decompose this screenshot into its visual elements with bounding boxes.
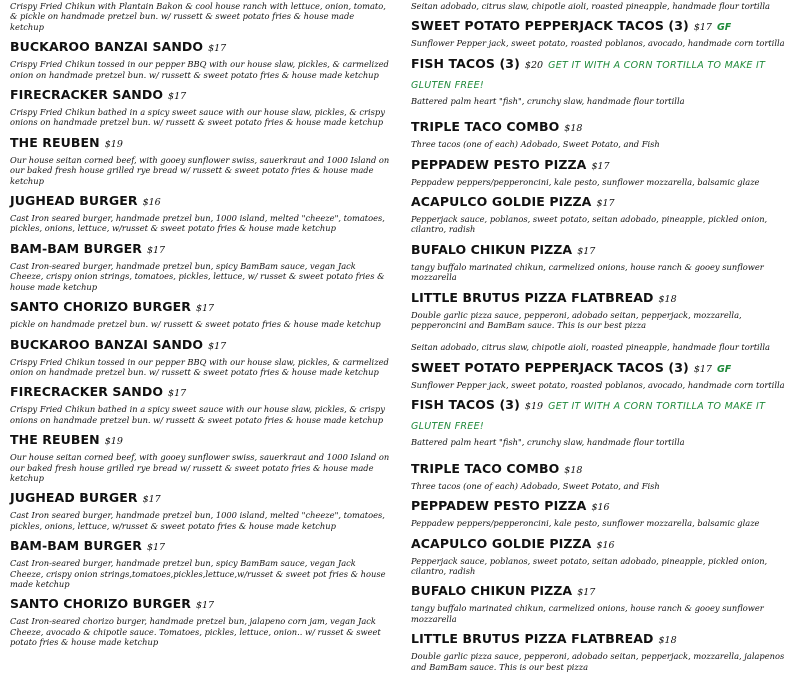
menu-item — [411, 342, 796, 352]
menu-item — [10, 134, 390, 186]
menu-item — [10, 298, 390, 329]
menu-item-price: $17 — [142, 494, 161, 506]
menu-item-name: BAM-BAM BURGER — [10, 538, 142, 554]
menu-item-price: $17 — [577, 587, 596, 599]
menu-item-description: Pepperjack sauce, poblanos, sweet potato, seitan adobado, pineapple, pickled onion, cilantro, radish — [411, 555, 768, 576]
menu-item-price: $17 — [208, 43, 227, 55]
menu-item-price: $17 — [146, 542, 166, 554]
menu-item-name: FIRECRACKER SANDO — [10, 384, 164, 400]
gluten-free-badge: GF — [716, 363, 732, 375]
menu-item-name: BUFALO CHIKUN PIZZA — [411, 583, 573, 599]
menu-item-name: THE REUBEN — [10, 432, 100, 448]
menu-item — [10, 336, 390, 378]
menu-item-name: ACAPULCO GOLDIE PIZZA — [411, 194, 592, 210]
menu-item-description: Seitan adobado, citrus slaw, chipotle aioli, roasted pineapple, handmade flour tortilla — [411, 342, 770, 353]
menu-item-price: $18 — [564, 464, 583, 476]
menu-item-name: LITTLE BRUTUS PIZZA FLATBREAD — [411, 631, 654, 647]
menu-item-price: $19 — [104, 138, 123, 150]
menu-item-name: BUFALO CHIKUN PIZZA — [411, 241, 573, 257]
menu-item-description: Crispy Fried Chikun bathed in a spicy sweet sauce with our house slaw, pickles, & crispy onions on handmade pretzel bun. w/ russett & sweet potato fries & house made ketchup — [10, 404, 385, 425]
menu-item-description: Seitan adobado, citrus slaw, chipotle aioli, roasted pineapple, handmade flour tortilla — [411, 1, 770, 11]
menu-item-header — [10, 489, 390, 509]
menu-item-description: Three tacos (one of each) Adobado, Sweet Potato, and Fish — [411, 139, 660, 150]
menu-item-description: Crispy Fried Chikun with Plantain Bakon & cool house ranch with lettuce, onion, tomato, & pickle on handmade pretzel bun. w/ russett & sweet potato fries & house made ketchup — [10, 1, 386, 32]
menu-item-name: BUCKAROO BANZAI SANDO — [10, 39, 204, 55]
menu-item-header — [10, 537, 390, 557]
menu-item — [411, 460, 796, 491]
menu-item-description: Crispy Fried Chikun bathed in a spicy sweet sauce with our house slaw, pickles, & crispy onions on handmade pretzel bun. w/ russett & sweet potato fries & house made ketchup — [10, 107, 385, 128]
menu-item-description: tangy buffalo marinated chikun, carmelized onions, house ranch & gooey sunflower mozzarella — [411, 603, 764, 624]
menu-item-price: $17 — [693, 22, 712, 34]
menu-item-price: $17 — [168, 91, 187, 103]
menu-item-header — [411, 359, 796, 379]
menu-item-price: $17 — [693, 363, 712, 375]
menu-item-description: Our house seitan corned beef, with gooey sunflower swiss, sauerkraut and 1000 Island on our baked fresh house grilled rye bread w/ russett & sweet potato fries & house made ketchup — [10, 452, 390, 483]
menu-item-description: Double garlic pizza sauce, pepperoni, adobado seitan, pepperjack, mozzarella, pepperoncini and BamBam sauce. This is our best pizza — [411, 309, 742, 331]
menu-item-header — [411, 630, 796, 650]
menu-item-description: Cast Iron-seared burger, handmade pretzel bun, spicy BamBam sauce, vegan Jack Cheeze, crispy onion strings, tomatoes, pickles, lettuce, w/ russet & sweet potato fries & house made ketchup — [10, 260, 385, 292]
menu-item-name: FIRECRACKER SANDO — [10, 87, 164, 103]
menu-item-name: FISH TACOS (3) — [411, 55, 520, 71]
menu-item-header — [10, 595, 390, 615]
menu-item — [411, 359, 796, 390]
menu-item-name: BAM-BAM BURGER — [10, 240, 142, 256]
menu-item-header — [411, 497, 796, 517]
menu-item-price: $17 — [208, 340, 227, 352]
menu-item — [411, 630, 796, 672]
menu-item-price: $19 — [104, 436, 123, 448]
menu-item — [411, 289, 796, 331]
menu-item-price: $16 — [142, 197, 161, 209]
menu-item — [10, 431, 390, 483]
menu-item-name: FISH TACOS (3) — [411, 397, 520, 413]
menu-item-header — [411, 460, 796, 480]
menu-item-name: TRIPLE TACO COMBO — [411, 460, 560, 476]
menu-item-description: Our house seitan corned beef, with gooey sunflower swiss, sauerkraut and 1000 Island on our baked fresh house grilled rye bread w/ russett & sweet potato fries & house made ketchup — [10, 154, 390, 186]
menu-item-description: Pepperjack sauce, poblanos, sweet potato, seitan adobado, pineapple, pickled onion, cilantro, radish — [411, 214, 768, 235]
menu-item-description: Sunflower Pepper jack, sweet potato, roasted poblanos, avocado, handmade corn tortilla — [411, 38, 785, 49]
menu-item-name: JUGHEAD BURGER — [10, 193, 138, 209]
menu-item-header — [411, 17, 796, 37]
menu-item — [411, 118, 796, 149]
menu-item-price: $20 — [524, 59, 544, 71]
menu-item — [411, 17, 796, 48]
menu-item-description: Battered palm heart "fish", crunchy slaw, handmade flour tortilla — [411, 95, 685, 106]
menu-item — [10, 38, 390, 80]
menu-item-description: Three tacos (one of each) Adobado, Sweet Potato, and Fish — [411, 480, 660, 491]
menu-item-header — [411, 289, 796, 309]
menu-item-description: Peppadew peppers/pepperoncini, kale pesto, sunflower mozzarella, balsamic glaze — [411, 176, 760, 187]
menu-item — [10, 537, 390, 589]
menu-item-description: Crispy Fried Chikun tossed in our pepper BBQ with our house slaw, pickles, & carmelized onion on handmade pretzel bun. w/ russett & sweet potato fries & house made ketchup — [10, 356, 389, 377]
menu-item-name: LITTLE BRUTUS PIZZA FLATBREAD — [411, 289, 654, 305]
menu-item-header — [10, 240, 390, 260]
menu-item-header — [10, 38, 390, 58]
menu-item-description: pickle on handmade pretzel bun. w/ russett & sweet potato fries & house made ketchup — [10, 319, 381, 330]
menu-item-price: $17 — [591, 160, 610, 172]
menu-item-description: Crispy Fried Chikun tossed in our pepper BBQ with our house slaw, pickles, & carmelized onion on handmade pretzel bun. w/ russett & sweet potato fries & house made ketchup — [10, 59, 389, 80]
gluten-free-note: GET IT WITH A CORN TORTILLA TO MAKE IT GLUTEN FREE! — [411, 59, 766, 91]
menu-item-price: $18 — [658, 635, 677, 647]
menu-item — [411, 396, 796, 447]
menu-item-description: Double garlic pizza sauce, pepperoni, adobado seitan, pepperjack, mozzarella, jalapenos and BamBam sauce. This is our best pizza — [411, 651, 785, 672]
menu-item — [10, 240, 390, 292]
menu-item-name: BUCKAROO BANZAI SANDO — [10, 336, 204, 352]
menu-item — [10, 1, 390, 32]
menu-item — [411, 535, 796, 577]
menu-item — [411, 241, 796, 283]
menu-item — [411, 497, 796, 528]
menu-item-name: TRIPLE TACO COMBO — [411, 119, 560, 135]
menu-item-header — [10, 86, 390, 106]
menu-item-name: THE REUBEN — [10, 134, 100, 150]
menu-item-description: Peppadew peppers/pepperoncini, kale pesto, sunflower mozzarella, balsamic glaze — [411, 518, 760, 529]
menu-column-right — [411, 0, 796, 678]
menu-item-description: Battered palm heart "fish", crunchy slaw, handmade flour tortilla — [411, 437, 685, 448]
menu-item-price: $16 — [591, 502, 610, 514]
menu-column-left — [10, 0, 390, 654]
menu-item-header — [10, 192, 390, 212]
menu-item-description: Cast Iron seared burger, handmade pretzel bun, 1000 island, melted "cheeze", tomatoes, pickles, onions, lettuce, w/russet & sweet potato fries & house made ketchup — [10, 510, 385, 531]
menu-item-name: ACAPULCO GOLDIE PIZZA — [411, 535, 592, 551]
menu-item-header — [411, 156, 796, 176]
menu-item-name: PEPPADEW PESTO PIZZA — [411, 498, 587, 514]
menu-item-description: Cast Iron-seared burger, handmade pretzel bun, spicy BamBam sauce, vegan Jack Cheeze, crispy onion strings,tomatoes,pickles,lettuce,w/russet & sweet pot fries & house made ketchup — [10, 558, 386, 589]
menu-item-header — [411, 118, 796, 138]
menu-item-header — [10, 431, 390, 451]
menu-item — [10, 383, 390, 425]
menu-item-price: $17 — [577, 245, 596, 257]
menu-item-header — [411, 55, 796, 95]
menu-item-header — [411, 193, 796, 213]
gluten-free-note: GET IT WITH A CORN TORTILLA TO MAKE IT GLUTEN FREE! — [411, 401, 766, 433]
menu-item-name: JUGHEAD BURGER — [10, 490, 138, 506]
menu-item — [411, 156, 796, 187]
menu-item-name: SWEET POTATO PEPPERJACK TACOS (3) — [411, 359, 689, 375]
menu-item — [411, 55, 796, 106]
menu-item-description: tangy buffalo marinated chikun, carmelized onions, house ranch & gooey sunflower mozzarella — [411, 261, 764, 283]
menu-item — [10, 192, 390, 234]
menu-item-header — [10, 383, 390, 403]
menu-item-price: $19 — [524, 401, 544, 413]
menu-item-header — [411, 241, 796, 261]
menu-item-price: $17 — [195, 600, 215, 612]
menu-item — [10, 86, 390, 128]
menu-item-price: $18 — [564, 123, 583, 135]
menu-item-header — [411, 535, 796, 555]
menu-item-price: $17 — [596, 198, 615, 210]
menu-item — [411, 582, 796, 624]
menu-item — [10, 595, 390, 647]
menu-item-header — [411, 582, 796, 602]
menu-item-description: Cast Iron-seared chorizo burger, handmade pretzel bun, jalapeno corn jam, vegan Jack Cheeze, avocado & chipotle sauce. Tomatoes, pickles, lettuce, onion.. w/ russet & sweet potato fries & house made ketchup — [10, 616, 381, 648]
menu-item-header — [10, 134, 390, 154]
menu-item-description: Sunflower Pepper jack, sweet potato, roasted poblanos, avocado, handmade corn tortilla — [411, 379, 785, 390]
menu-item-price: $16 — [596, 539, 615, 551]
menu-item-header — [411, 396, 796, 436]
menu-item-name: SWEET POTATO PEPPERJACK TACOS (3) — [411, 18, 689, 34]
menu-item-price: $17 — [168, 388, 187, 400]
menu-item-price: $17 — [146, 244, 166, 256]
menu-item-price: $17 — [195, 303, 215, 315]
menu-item-header — [10, 336, 390, 356]
menu-item-name: SANTO CHORIZO BURGER — [10, 596, 191, 612]
menu-item-name: PEPPADEW PESTO PIZZA — [411, 156, 587, 172]
menu-item-name: SANTO CHORIZO BURGER — [10, 299, 191, 315]
menu-item — [10, 489, 390, 531]
menu-item-price: $18 — [658, 293, 677, 305]
menu-item-header — [10, 298, 390, 318]
menu-item — [411, 193, 796, 235]
menu-item — [411, 1, 796, 11]
gluten-free-badge: GF — [716, 22, 732, 34]
menu-item-description: Cast Iron seared burger, handmade pretzel bun, 1000 island, melted "cheeze", tomatoes, pickles, onions, lettuce, w/russet & sweet potato fries & house made ketchup — [10, 213, 385, 234]
